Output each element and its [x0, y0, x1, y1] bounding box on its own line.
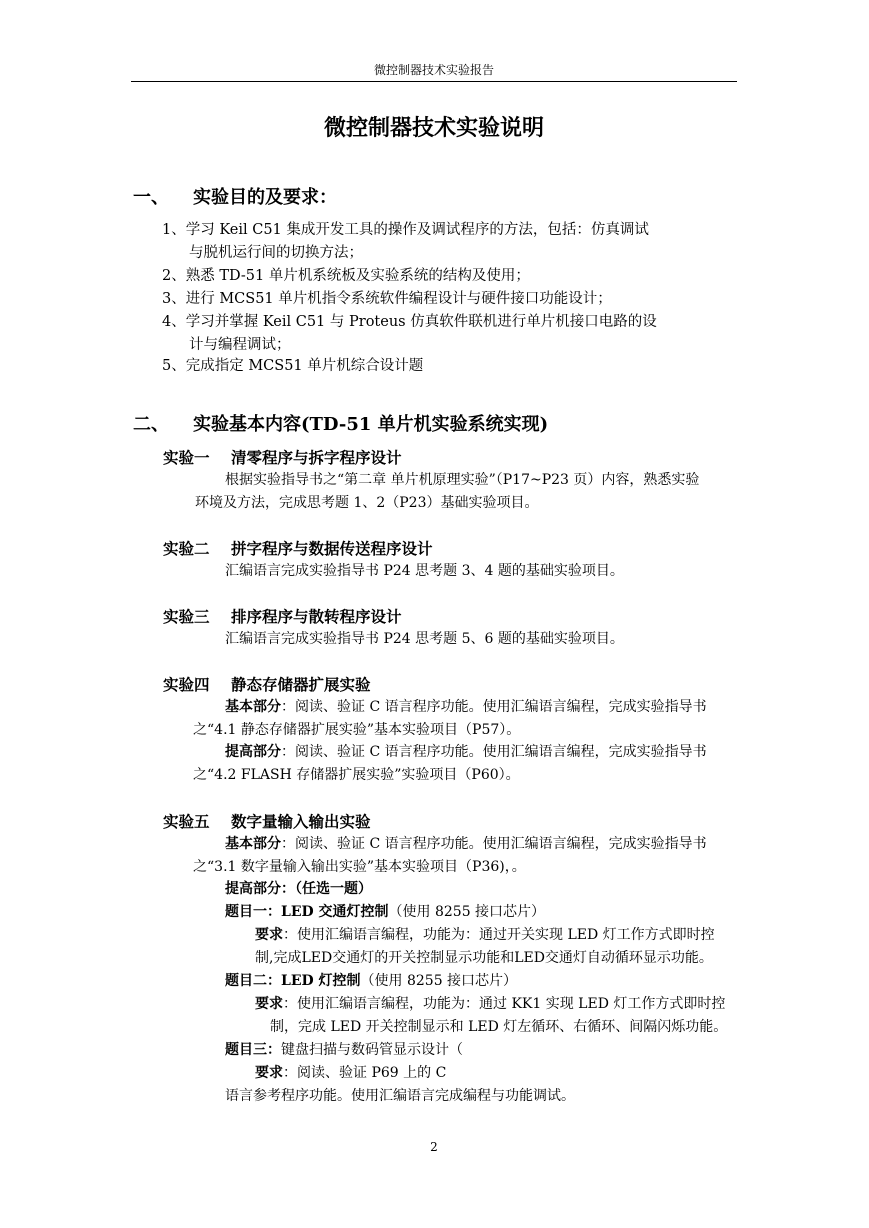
requirement-label: 要求: [255, 927, 283, 943]
topic-text: 键盘扫描与数码管显示设计（: [281, 1042, 463, 1058]
experiment-title: 静态存储器扩展实验: [231, 675, 371, 694]
section-1-title: 实验目的及要求：: [193, 187, 337, 208]
topic-1-requirement-cont: 制,完成LED交通灯的开关控制显示功能和LED交通灯自动循环显示功能。: [255, 950, 713, 966]
topic-label: 题目三：: [225, 1042, 281, 1058]
experiment-4-advanced-cont: 之“4.2 FLASH 存储器扩展实验”实验项目（P60）。: [193, 767, 520, 783]
requirement-label: 要求: [255, 1065, 283, 1081]
experiment-code: 实验五: [163, 812, 210, 831]
experiment-title: 数字量输入输出实验: [231, 812, 371, 831]
experiment-title: 排序程序与散转程序设计: [231, 607, 402, 626]
page-number: 2: [430, 1140, 438, 1154]
topic-3: [225, 1039, 463, 1062]
experiment-5-advanced-heading: 提高部分：（任选一题）: [225, 881, 372, 897]
experiment-code: 实验一: [163, 448, 210, 467]
list-item: [162, 311, 738, 357]
experiment-4-basic: [225, 696, 707, 719]
list-item-text: 4、学习并掌握 Keil C51 与 Proteus 仿真软件联机进行单片机接口电路的设: [162, 314, 657, 330]
basic-part-label: 基本部分: [225, 836, 281, 852]
requirement-label: 要求: [255, 996, 283, 1012]
topic-1: [225, 901, 545, 924]
section-2-number: 二、: [133, 414, 169, 435]
experiment-5-heading: [163, 811, 371, 833]
requirement-text: ：使用汇编语言编程，功能为：通过开关实现 LED 灯工作方式即时控: [283, 927, 715, 943]
experiment-title: 拼字程序与数据传送程序设计: [231, 539, 433, 558]
page-title: 微控制器技术实验说明: [323, 115, 544, 141]
section-1-number: 一、: [133, 187, 169, 208]
experiment-2-text: 汇编语言完成实验指导书 P24 思考题 3、4 题的基础实验项目。: [225, 563, 624, 579]
header-rule: [131, 81, 737, 82]
list-item-text: 1、学习 Keil C51 集成开发工具的操作及调试程序的方法，包括：仿真调试: [162, 222, 649, 238]
basic-part-label: 基本部分: [225, 699, 281, 715]
topic-note: （使用 8255 接口芯片）: [388, 904, 546, 920]
experiment-5-basic-cont: 之“3.1 数字量输入输出实验”基本实验项目（P36)，。: [193, 859, 526, 875]
basic-part-text: ：阅读、验证 C 语言程序功能。使用汇编语言编程，完成实验指导书: [281, 699, 707, 715]
experiment-5-basic: [225, 833, 707, 856]
experiment-code: 实验二: [163, 539, 210, 558]
advanced-part-label: 提高部分: [225, 744, 281, 760]
experiment-1-text: 根据实验指导书之“第二章 单片机原理实验”（P17~P23 页）内容，熟悉实验: [225, 472, 700, 488]
list-item-text: 5、完成指定 MCS51 单片机综合设计题: [162, 358, 424, 374]
list-item: [162, 355, 738, 378]
requirement-text: ：使用汇编语言编程，功能为：通过 KK1 实现 LED 灯工作方式即时控: [283, 996, 726, 1012]
section-2-heading: [133, 413, 548, 437]
list-item: [162, 219, 738, 265]
experiment-4-basic-cont: 之“4.1 静态存储器扩展实验”基本实验项目（P57）。: [193, 722, 521, 738]
topic-label: 题目一：LED 交通灯控制: [225, 904, 389, 920]
list-item-continuation: 与脱机运行间的切换方法；: [189, 245, 363, 261]
list-item: [162, 265, 738, 288]
experiment-code: 实验三: [163, 607, 210, 626]
advanced-part-text: ：阅读、验证 C 语言程序功能。使用汇编语言编程，完成实验指导书: [281, 744, 707, 760]
experiment-3-heading: [163, 606, 402, 628]
experiment-4-advanced: [225, 741, 707, 764]
experiment-title: 清零程序与拆字程序设计: [231, 448, 402, 467]
experiment-1-heading: [163, 447, 402, 469]
experiment-2-heading: [163, 538, 433, 560]
section-2-title: 实验基本内容(TD-51 单片机实验系统实现): [193, 414, 549, 435]
experiment-4-heading: [163, 674, 371, 696]
topic-2-requirement: [255, 993, 725, 1016]
list-item-text: 2、熟悉 TD-51 单片机系统板及实验系统的结构及使用；: [162, 268, 530, 284]
list-item-text: 3、进行 MCS51 单片机指令系统软件编程设计与硬件接口功能设计；: [162, 291, 612, 307]
section-1-heading: [133, 186, 337, 210]
topic-note: （使用 8255 接口芯片）: [360, 973, 518, 989]
list-item-continuation: 计与编程调试；: [189, 337, 291, 353]
topic-2-requirement-cont: 制，完成 LED 开关控制显示和 LED 灯左循环、右循环、间隔闪烁功能。: [270, 1019, 728, 1035]
topic-3-requirement-cont: 语言参考程序功能。使用汇编语言完成编程与功能调试。: [225, 1088, 575, 1104]
experiment-3-text: 汇编语言完成实验指导书 P24 思考题 5、6 题的基础实验项目。: [225, 631, 624, 647]
requirement-text: ：阅读、验证 P69 上的 C: [283, 1065, 447, 1081]
experiment-1-text-cont: 环境及方法，完成思考题 1、2（P23）基础实验项目。: [195, 495, 539, 511]
list-item: [162, 288, 738, 311]
topic-3-requirement: [255, 1062, 446, 1085]
topic-2: [225, 970, 517, 993]
running-header: 微控制器技术实验报告: [373, 63, 494, 77]
experiment-code: 实验四: [163, 675, 210, 694]
topic-1-requirement: [255, 924, 715, 947]
basic-part-text: ：阅读、验证 C 语言程序功能。使用汇编语言编程，完成实验指导书: [281, 836, 707, 852]
topic-label: 题目二：LED 灯控制: [225, 973, 361, 989]
